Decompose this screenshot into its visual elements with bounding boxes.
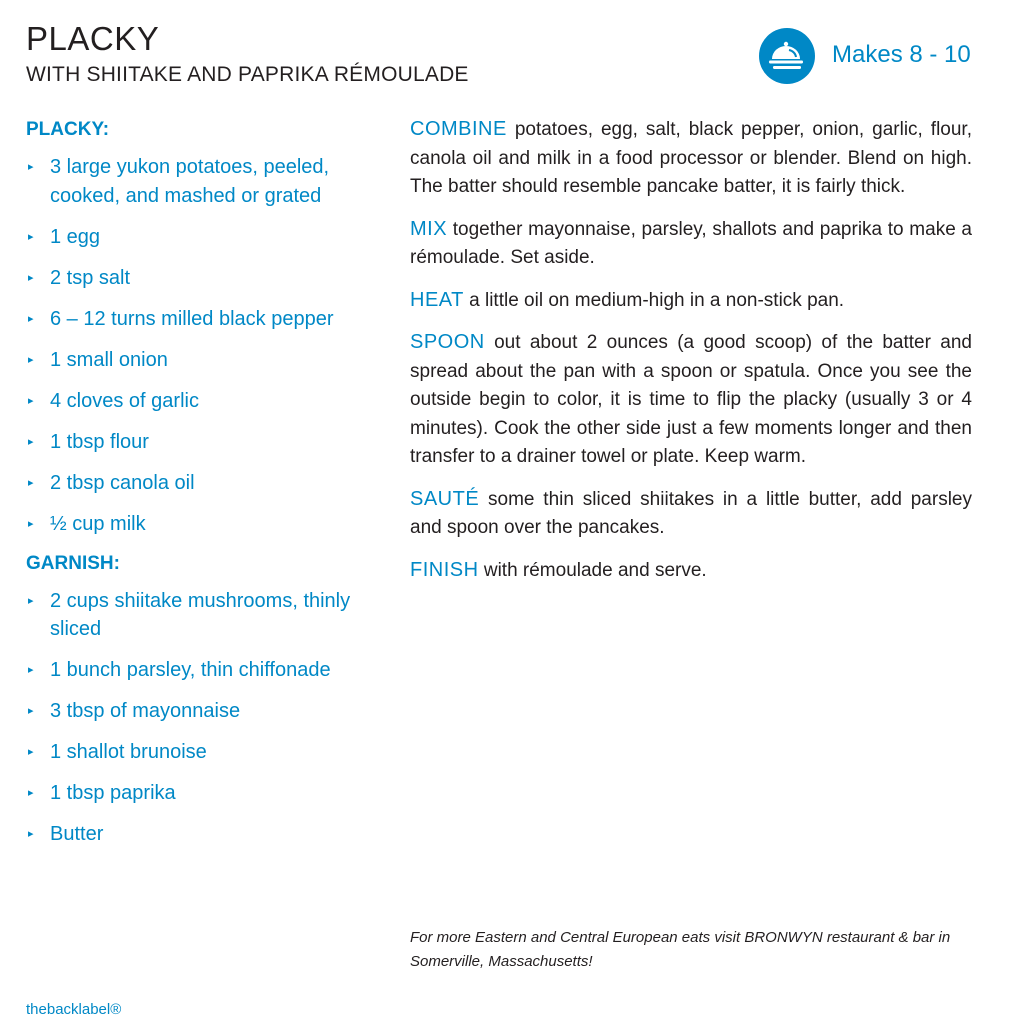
footer-note: For more Eastern and Central European eats visit BRONWYN restaurant & bar in Somerville, Massachusetts! [410, 929, 951, 970]
recipe-title: PLACKY [26, 20, 160, 57]
list-item: ▸ 1 small onion [26, 346, 376, 375]
directions-column [410, 115, 972, 598]
list-item: ▸ 2 cups shiitake mushrooms, thinly sliced [26, 587, 376, 644]
step-mix [410, 215, 972, 273]
list-item: ▸ 6 – 12 turns milled black pepper [26, 305, 376, 334]
bullet-icon: ▸ [28, 353, 34, 366]
list-item: ▸ 2 tsp salt [26, 264, 376, 293]
step-finish [410, 556, 972, 586]
step-text: with rémoulade and serve. [478, 559, 707, 581]
bullet-icon: ▸ [28, 476, 34, 489]
recipe-subtitle: WITH SHIITAKE AND PAPRIKA RÉMOULADE [26, 63, 469, 86]
step-verb: SAUTÉ [410, 487, 480, 510]
bullet-icon: ▸ [28, 435, 34, 448]
step-verb: HEAT [410, 288, 464, 311]
step-verb: MIX [410, 217, 448, 240]
placky-heading: PLACKY: [26, 119, 110, 140]
list-item: ▸ 1 egg [26, 223, 376, 252]
step-text: out about 2 ounces (a good scoop) of the batter and spread about the pan with a spoon or spatula. Once you see the outside begin to color, it is time to flip the placky (usually 3 or 4 minutes). Cook the other side just a few moments longer and then transfer to a drainer towel or plate. Keep warm. [410, 332, 972, 467]
list-item: ▸ 1 tbsp flour [26, 428, 376, 457]
list-item: ▸ 4 cloves of garlic [26, 387, 376, 416]
garnish-ingredient-list [26, 587, 376, 849]
bullet-icon: ▸ [28, 394, 34, 407]
bullet-icon: ▸ [28, 594, 34, 607]
bullet-icon: ▸ [28, 517, 34, 530]
bullet-icon: ▸ [28, 312, 34, 325]
list-item: ▸ 3 tbsp of mayonnaise [26, 697, 376, 726]
step-text: potatoes, egg, salt, black pepper, onion, garlic, flour, canola oil and milk in a food processor or blender. Blend on high. The batter should resemble pancake batter, it is fairly thick. [410, 119, 972, 197]
bullet-icon: ▸ [28, 271, 34, 284]
bullet-icon: ▸ [28, 746, 34, 758]
list-item: ▸ 1 shallot brunoise [26, 738, 376, 767]
list-item: ▸ ½ cup milk [26, 510, 376, 539]
garnish-heading: GARNISH: [26, 552, 120, 574]
list-item: ▸ 1 tbsp paprika [26, 779, 376, 808]
list-item: ▸ Butter [26, 820, 376, 849]
step-saute [410, 485, 972, 543]
bullet-icon: ▸ [28, 664, 34, 676]
step-verb: COMBINE [410, 118, 507, 140]
bullet-icon: ▸ [28, 230, 34, 243]
bullet-icon: ▸ [28, 787, 34, 799]
serving-dish-icon [759, 28, 815, 84]
step-text: some thin sliced shiitakes in a little butter, add parsley and spoon over the pancakes. [410, 488, 972, 538]
step-text: a little oil on medium-high in a non-stick pan. [463, 289, 845, 311]
bullet-icon: ▸ [28, 828, 34, 840]
brand-wordmark: thebacklabel® [26, 1001, 122, 1018]
step-verb: SPOON [410, 331, 485, 353]
bullet-icon: ▸ [28, 705, 34, 717]
step-text: together mayonnaise, parsley, shallots and paprika to make a rémoulade. Set aside. [410, 218, 972, 268]
step-verb: FINISH [410, 558, 479, 581]
bullet-icon: ▸ [28, 161, 34, 173]
step-heat [410, 286, 972, 316]
yield-label: Makes 8 - 10 [832, 41, 971, 68]
ingredients-column [26, 117, 376, 861]
step-combine [410, 115, 972, 202]
list-item: ▸ 3 large yukon potatoes, peeled, cooked, and mashed or grated [26, 153, 376, 210]
list-item: ▸ 2 tbsp canola oil [26, 469, 376, 498]
list-item: ▸ 1 bunch parsley, thin chiffonade [26, 656, 376, 685]
step-spoon [410, 328, 972, 472]
placky-ingredient-list [26, 153, 376, 538]
